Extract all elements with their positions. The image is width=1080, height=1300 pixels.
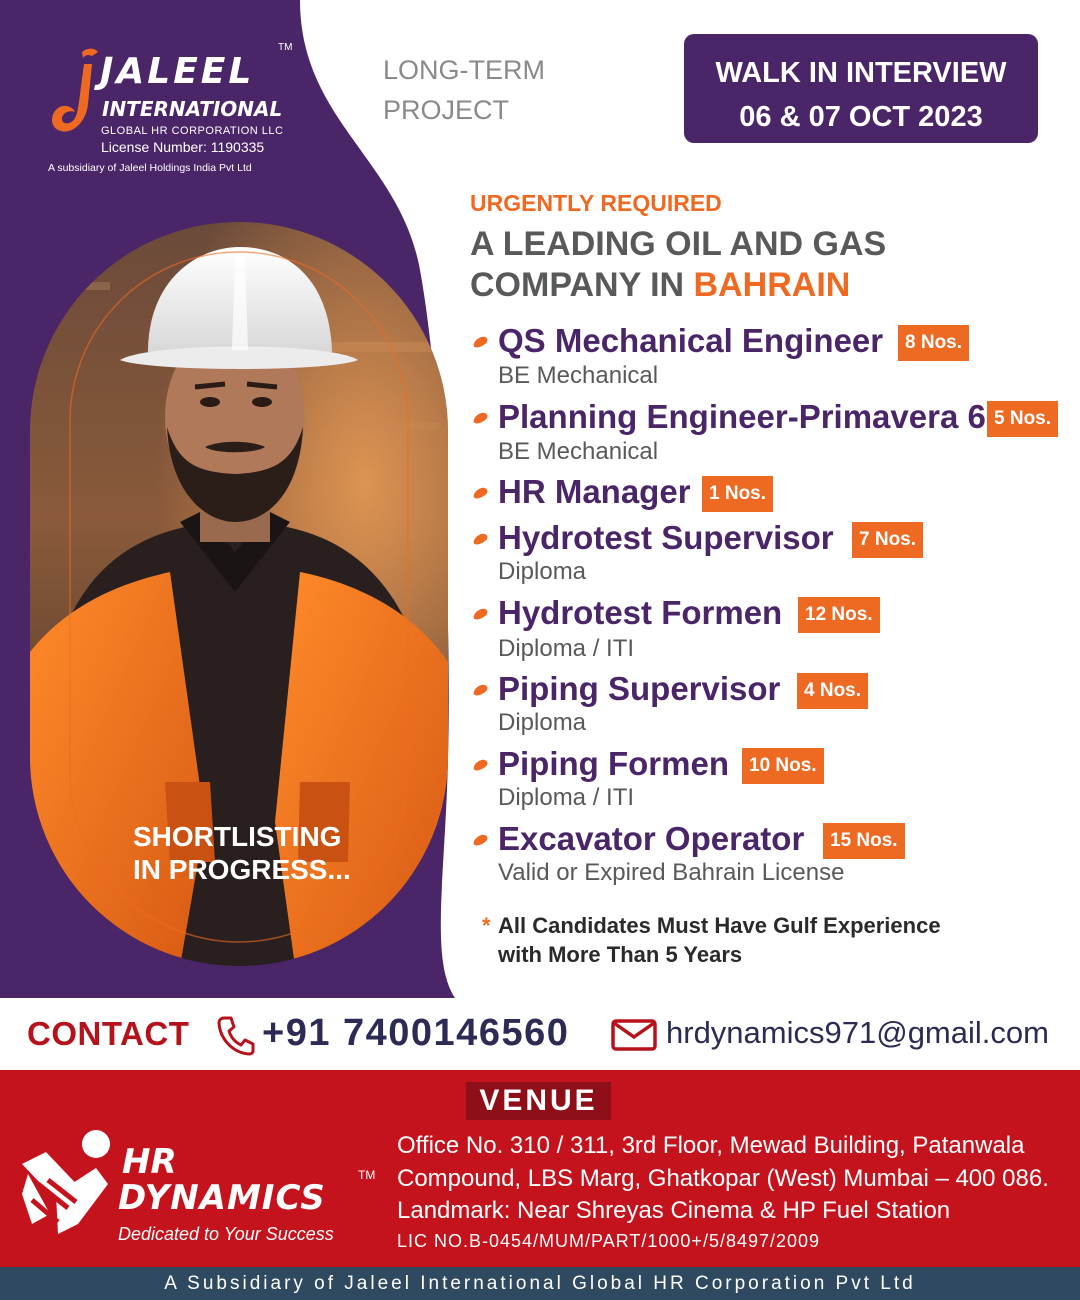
job-qualification: Diploma / ITI: [498, 784, 635, 811]
brand-name: JALEEL: [100, 51, 255, 92]
job-count-badge: 1 Nos.: [702, 476, 773, 512]
brand-corp: GLOBAL HR CORPORATION LLC: [101, 125, 284, 137]
bullet-icon: [473, 532, 488, 547]
job-title: QS Mechanical Engineer: [498, 322, 884, 359]
hr-dynamics-name-2: DYNAMICS: [118, 1178, 326, 1218]
bullet-icon: [473, 486, 488, 501]
bullet-icon: [473, 833, 488, 848]
bullet-icon: [473, 607, 488, 622]
shortlisting-label: [133, 820, 351, 886]
job-qualification: Diploma: [498, 558, 587, 585]
company-line-2: [470, 265, 886, 306]
brand-tm: TM: [278, 42, 293, 53]
job-count-badge: 8 Nos.: [898, 325, 969, 361]
phone-number[interactable]: +91 7400146560: [262, 1012, 570, 1054]
hr-dynamics-emblem-icon: [18, 1124, 118, 1252]
brand-sub: INTERNATIONAL: [102, 97, 283, 121]
job-count-badge: 10 Nos.: [742, 748, 824, 784]
email-address[interactable]: hrdynamics971@gmail.com: [666, 1015, 1049, 1050]
job-title: Hydrotest Supervisor: [498, 519, 834, 556]
job-title: Excavator Operator: [498, 820, 805, 857]
job-count-badge: 5 Nos.: [987, 401, 1058, 437]
project-line-1: LONG-TERM: [383, 55, 545, 85]
job-count-badge: 15 Nos.: [823, 823, 905, 859]
project-label: [383, 50, 545, 130]
address-line-1: Office No. 310 / 311, 3rd Floor, Mewad Building, Patanwala: [397, 1132, 1025, 1159]
venue-label: VENUE: [466, 1082, 611, 1120]
note-line-1: All Candidates Must Have Gulf Experience: [498, 913, 941, 938]
walk-in-title: WALK IN INTERVIEW: [715, 57, 1007, 89]
address-line-3: Landmark: Near Shreyas Cinema & HP Fuel Station: [397, 1197, 951, 1224]
job-title: Piping Supervisor: [498, 670, 781, 707]
bullet-icon: [473, 683, 488, 698]
project-line-2: PROJECT: [383, 95, 510, 125]
job-qualification: Valid or Expired Bahrain License: [498, 859, 845, 886]
jaleel-logo: [40, 38, 300, 183]
company-line-2-prefix: COMPANY IN: [470, 266, 694, 304]
experience-note: [482, 911, 941, 969]
agency-license: LIC NO.B-0454/MUM/PART/1000+/5/8497/2009: [397, 1231, 821, 1251]
note-line-2: with More Than 5 Years: [498, 942, 743, 967]
bullet-icon: [473, 335, 488, 350]
job-qualification: Diploma: [498, 709, 587, 736]
job-title: HR Manager: [498, 473, 691, 510]
contact-label: CONTACT: [27, 1015, 190, 1052]
venue-address: [397, 1130, 1049, 1228]
job-count-badge: 12 Nos.: [798, 597, 880, 633]
phone-icon: [216, 1014, 256, 1056]
mail-icon: [611, 1019, 657, 1051]
job-title: Piping Formen: [498, 745, 729, 782]
walk-in-date: 06 & 07 OCT 2023: [739, 101, 983, 133]
job-count-badge: 7 Nos.: [852, 522, 923, 558]
shortlisting-line-1: SHORTLISTING: [133, 821, 342, 852]
jaleel-j-icon: [48, 42, 100, 142]
brand-subsidiary: A subsidiary of Jaleel Holdings India Pvt Ltd: [48, 162, 252, 174]
asterisk-icon: *: [482, 913, 491, 938]
job-qualification: BE Mechanical: [498, 438, 659, 465]
footer-subsidiary: A Subsidiary of Jaleel International Global HR Corporation Pvt Ltd: [0, 1267, 1080, 1300]
company-line-1: A LEADING OIL AND GAS: [470, 225, 887, 263]
hr-dynamics-name-1: HR: [122, 1142, 177, 1182]
brand-license: License Number: 1190335: [101, 139, 265, 155]
bullet-icon: [473, 758, 488, 773]
company-location: BAHRAIN: [693, 266, 851, 304]
job-qualification: BE Mechanical: [498, 362, 659, 389]
hr-dynamics-logo: [18, 1124, 388, 1252]
job-title: Hydrotest Formen: [498, 594, 783, 631]
hr-dynamics-tagline: Dedicated to Your Success: [118, 1224, 334, 1244]
urgent-label: URGENTLY REQUIRED: [470, 190, 722, 216]
walk-in-box: [684, 34, 1038, 143]
company-heading: [470, 224, 886, 306]
hr-dynamics-tm: TM: [358, 1168, 376, 1182]
job-title: Planning Engineer-Primavera 6: [498, 398, 986, 435]
shortlisting-line-2: IN PROGRESS...: [133, 854, 351, 885]
job-qualification: Diploma / ITI: [498, 635, 635, 662]
bullet-icon: [473, 411, 488, 426]
job-count-badge: 4 Nos.: [797, 673, 868, 709]
address-line-2: Compound, LBS Marg, Ghatkopar (West) Mumbai – 400 086.: [397, 1164, 1049, 1192]
